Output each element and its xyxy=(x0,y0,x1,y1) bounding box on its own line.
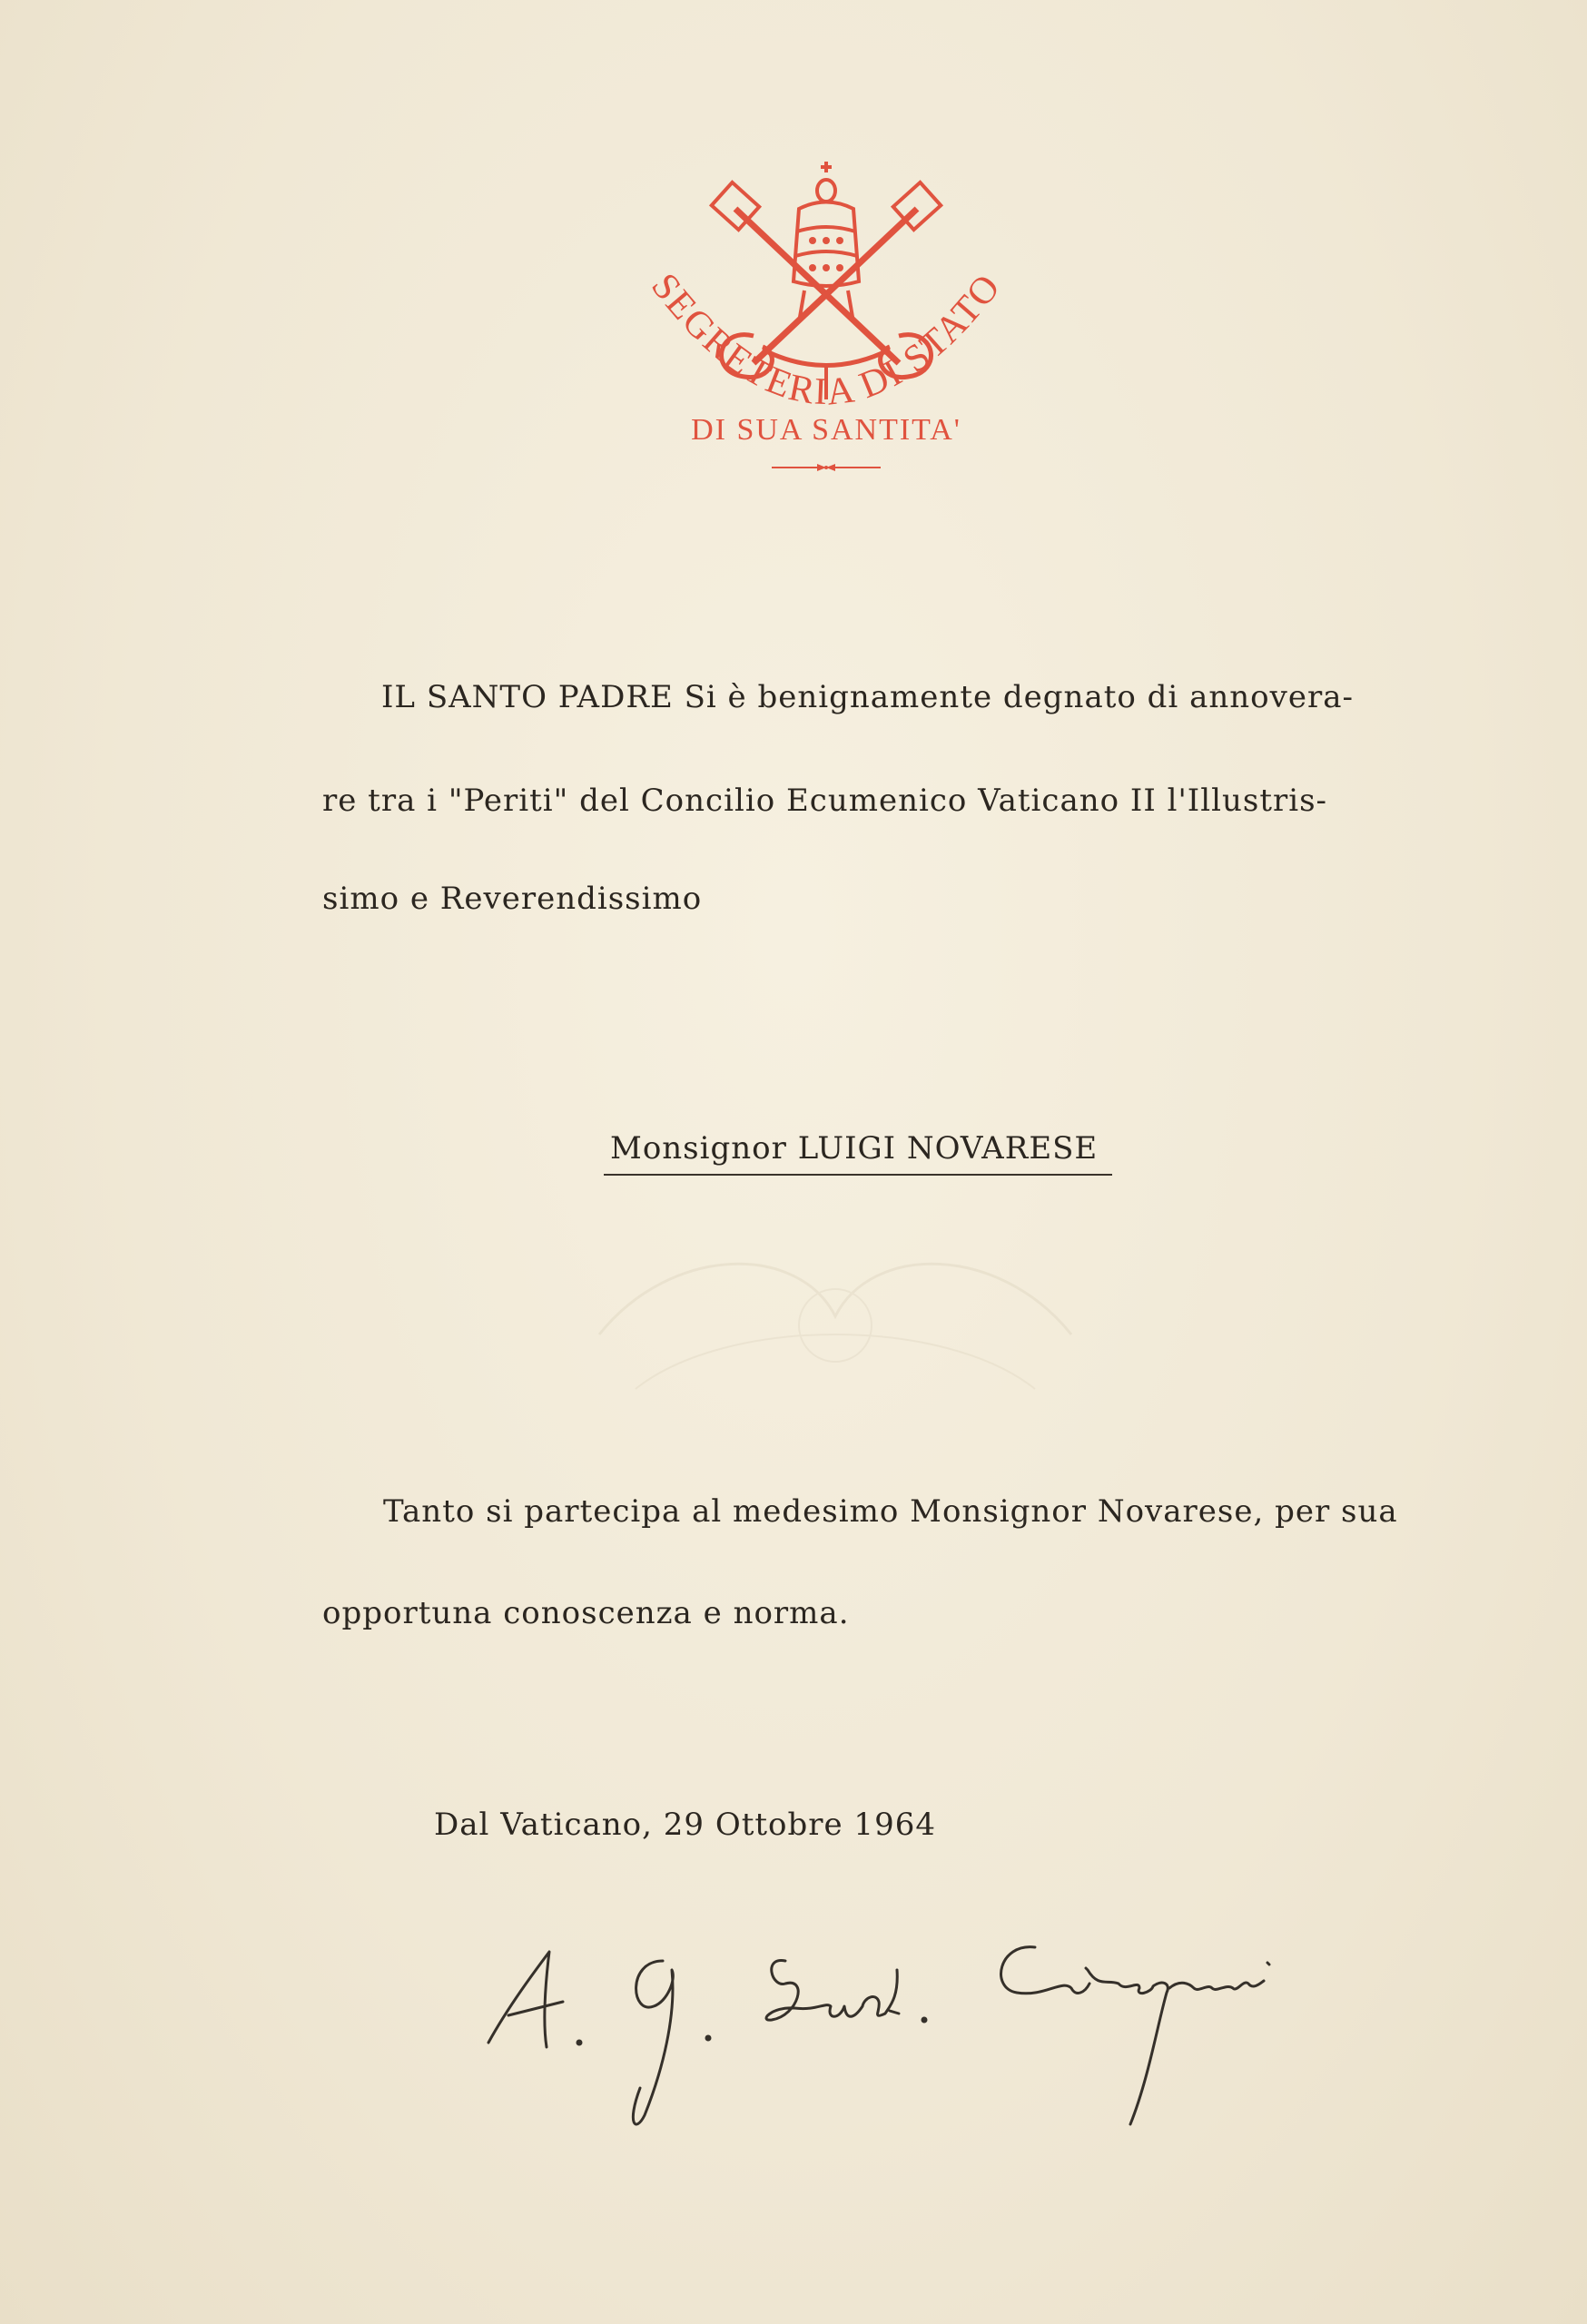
date-line: Dal Vaticano, 29 Ottobre 1964 xyxy=(434,1807,936,1843)
body-line-4: Tanto si partecipa al medesimo Monsignor Novarese, per sua xyxy=(383,1493,1398,1530)
name-underline xyxy=(604,1174,1112,1176)
body-line-1: IL SANTO PADRE Si è benignamente degnato di annovera- xyxy=(381,679,1354,715)
handwritten-signature xyxy=(472,1906,1344,2142)
letterhead-subtitle: DI SUA SANTITA' xyxy=(691,413,961,447)
ornament-divider-icon xyxy=(767,458,885,477)
watermark xyxy=(563,1207,1108,1480)
recipient-name: Monsignor LUIGI NOVARESE xyxy=(610,1130,1099,1167)
body-line-5: opportuna conoscenza e norma. xyxy=(322,1595,850,1631)
body-line-3: simo e Reverendissimo xyxy=(322,881,703,917)
body-line-2: re tra i "Periti" del Concilio Ecumenico Vaticano II l'Illustris- xyxy=(322,783,1328,819)
arc-heading-text: SEGRETERIA DI STATO xyxy=(643,265,1010,414)
